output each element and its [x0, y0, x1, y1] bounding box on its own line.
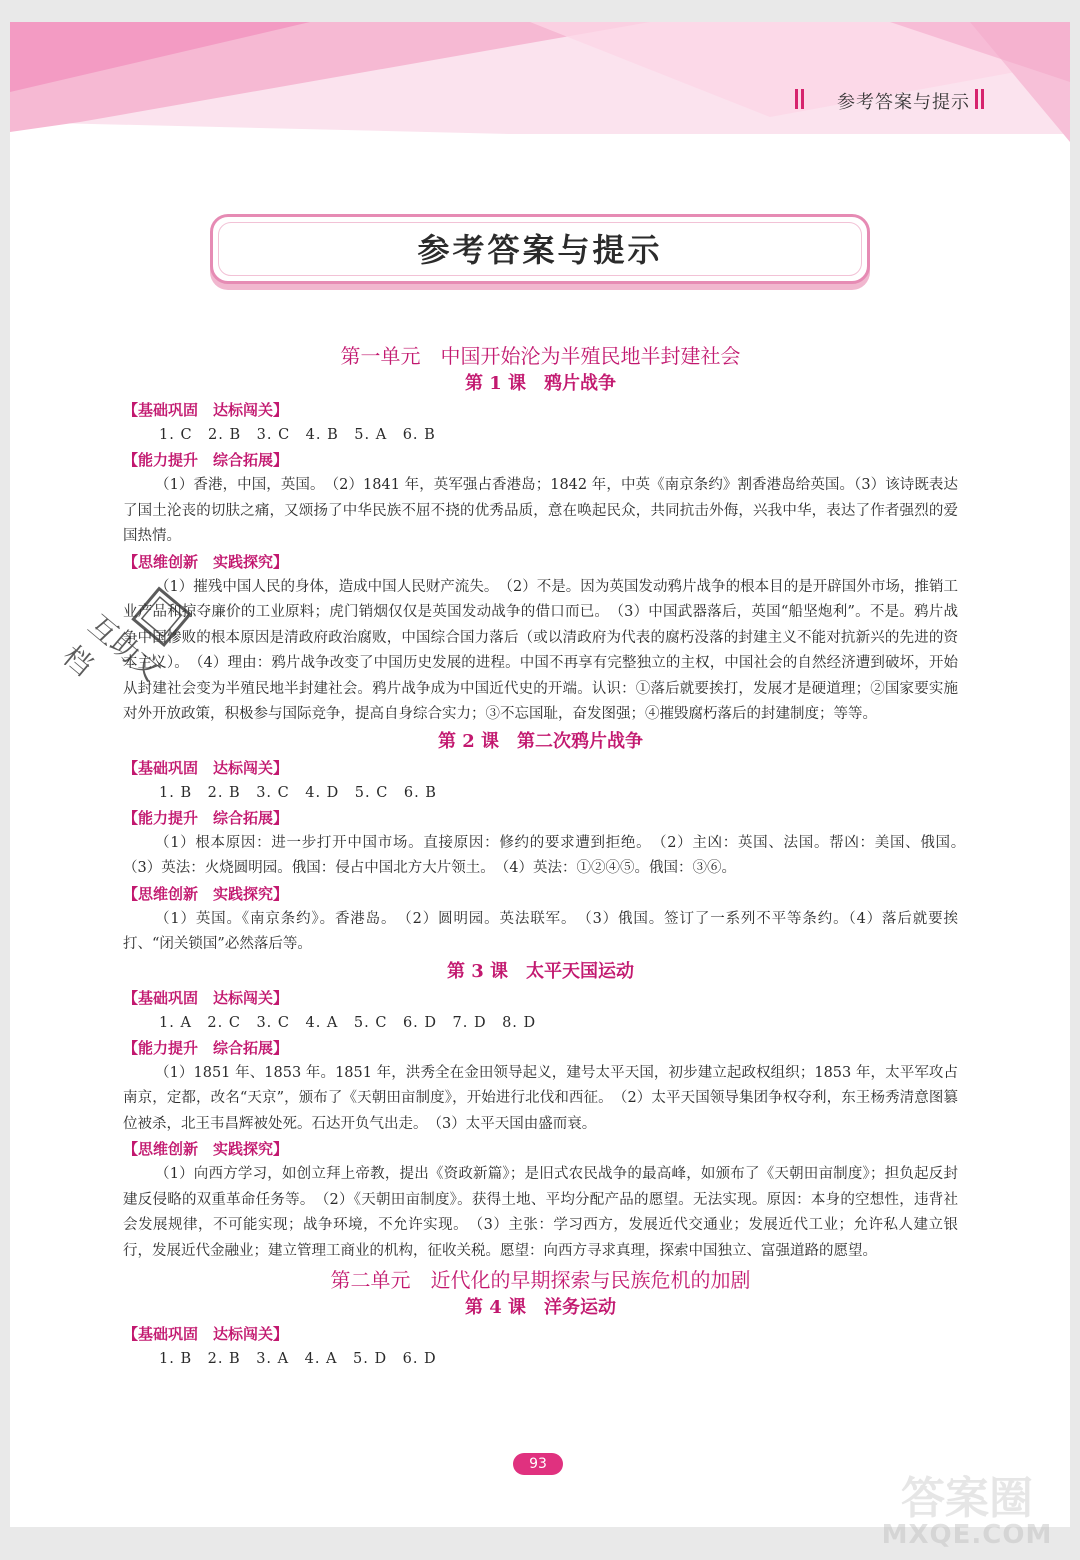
lesson-title: 第 3 课 太平天国运动	[446, 960, 635, 982]
unit-title: 第二单元 近代化的早期探索与民族危机的加剧	[330, 1268, 751, 1292]
section-label: 【基础巩固 达标闯关】	[123, 401, 289, 419]
section-label: 【能力提升 综合拓展】	[123, 1038, 289, 1057]
answer-paragraph: （1）英国。《南京条约》。香港岛。 （2）圆明园。英法联军。 （3）俄国。签订了一系列不平等条约。（4）落后就要挨打、“闭关锁国”必然落后等。	[123, 910, 958, 952]
unit-title: 第一单元 中国开始沦为半殖民地半封建社会	[340, 344, 741, 368]
choice-answers: 1. B 2. B 3. C 4. D 5. C 6. B	[159, 784, 437, 801]
main-title: 参考答案与提示	[417, 231, 663, 269]
section-label: 【基础巩固 达标闯关】	[123, 1325, 289, 1343]
choice-answers: 1. A 2. C 3. C 4. A 5. C 6. D 7. D 8. D	[159, 1014, 537, 1031]
site-watermark-url: MXQE.COM	[881, 1520, 1053, 1550]
header-bar-right	[975, 89, 978, 109]
answer-paragraph: （1）向西方学习，如创立拜上帝教，提出《资政新篇》；是旧式农民战争的最高峰，如颁布了《天朝田亩制度》；担负起反封建反侵略的双重革命任务等。 （2）《天朝田亩制度》。获得土地、平均分配产品的愿望。无法实现。原因：本身的空想性，违背社会发展规律，不可能实现；战争环境，不允许实现。 （3）主张：学习西方，发展近代交通业；发展近代工业；允许私人建立银行，发展近代金融业；建立管理工商业的机构，征收关税。愿望：向西方寻求真理，探索中国独立、富强道路的愿望。	[123, 1166, 958, 1259]
choice-answers: 1. B 2. B 3. A 4. A 5. D 6. D	[159, 1351, 437, 1367]
section-label: 【基础巩固 达标闯关】	[123, 988, 289, 1007]
site-watermark-logo: 答案圈	[901, 1473, 1033, 1524]
section-label: 【思维创新 实践探究】	[123, 1140, 289, 1158]
section-label: 【基础巩固 达标闯关】	[123, 758, 289, 777]
header-bar-left	[795, 89, 798, 109]
site-watermark	[872, 1462, 1062, 1552]
choice-answers: 1. C 2. B 3. C 4. B 5. A 6. B	[159, 427, 436, 443]
answer-paragraph: （1）香港，中国，英国。 （2）1841 年，英军强占香港岛；1842 年，中英《南京条约》割香港岛给英国。（3）该诗既表达了国土沦丧的切肤之痛，又颂扬了中华民族不屈不挠的优秀品质，意在唤起民众，共同抗击外侮，兴我中华，表达了作者强烈的爱国热情。	[123, 477, 958, 544]
answer-paragraph: （1）1851 年、1853 年。1851 年，洪秀全在金田领导起义，建号太平天国，初步建立起政权组织；1853 年，太平军攻占南京，定都，改名“天京”，颁布了《天朝田亩制度》，开始进行北伐和西征。 （2）太平天国领导集团争权夺利，东王杨秀清意图篡位被杀，北王韦昌辉被处死。石达开负气出走。 （3）太平天国由盛而衰。	[123, 1064, 958, 1132]
lesson-title: 第 4 课 洋务运动	[464, 1297, 617, 1318]
stamp-text: 互助文档	[56, 608, 168, 688]
section-label: 【能力提升 综合拓展】	[123, 808, 289, 827]
answer-paragraph: （1）根本原因：进一步打开中国市场。直接原因：修约的要求遭到拒绝。 （2）主凶：英国、法国。帮凶：美国、俄国。 （3）英法：火烧圆明园。俄国：侵占中国北方大片领土。 （4）英法：①②④⑤。俄国：③⑥。	[123, 834, 973, 876]
main-title-box	[210, 214, 870, 284]
document-page	[10, 22, 1070, 1527]
answers-content	[123, 340, 973, 1372]
header-section-label: 参考答案与提示	[837, 92, 970, 113]
header-bar-left-2	[801, 89, 804, 109]
answer-paragraph: （1）摧残中国人民的身体，造成中国人民财产流失。 （2）不是。因为英国发动鸦片战争的根本目的是开辟国外市场，推销工业产品和掠夺廉价的工业原料；虎门销烟仅仅是英国发动战争的借口而已。 （3）中国武器落后，英国“船坚炮利”。不是。鸦片战争中国惨败的根本原因是清政府政治腐败，中国综合国力落后（或以清政府为代表的腐朽没落的封建主义不能对抗新兴的先进的资本主义）。 （4）理由：鸦片战争改变了中国历史发展的进程。中国不再享有完整独立的主权，中国社会的自然经济遭到破坏，开始从封建社会变为半殖民地半封建社会。鸦片战争成为中国近代史的开端。认识：①落后就要挨打，发展才是硬道理；②国家要实施对外开放政策，积极参与国际竞争，提高自身综合实力；③不忘国耻，奋发图强；④摧毁腐朽落后的封建制度；等等。	[123, 578, 958, 722]
section-label: 【思维创新 实践探究】	[123, 552, 289, 571]
header-bar-right-2	[981, 89, 984, 109]
section-label: 【思维创新 实践探究】	[123, 884, 289, 903]
page-number: 93	[513, 1453, 563, 1475]
lesson-title: 第 1 课 鸦片战争	[464, 373, 617, 394]
lesson-title: 第 2 课 第二次鸦片战争	[437, 730, 644, 752]
section-label: 【能力提升 综合拓展】	[123, 451, 289, 469]
